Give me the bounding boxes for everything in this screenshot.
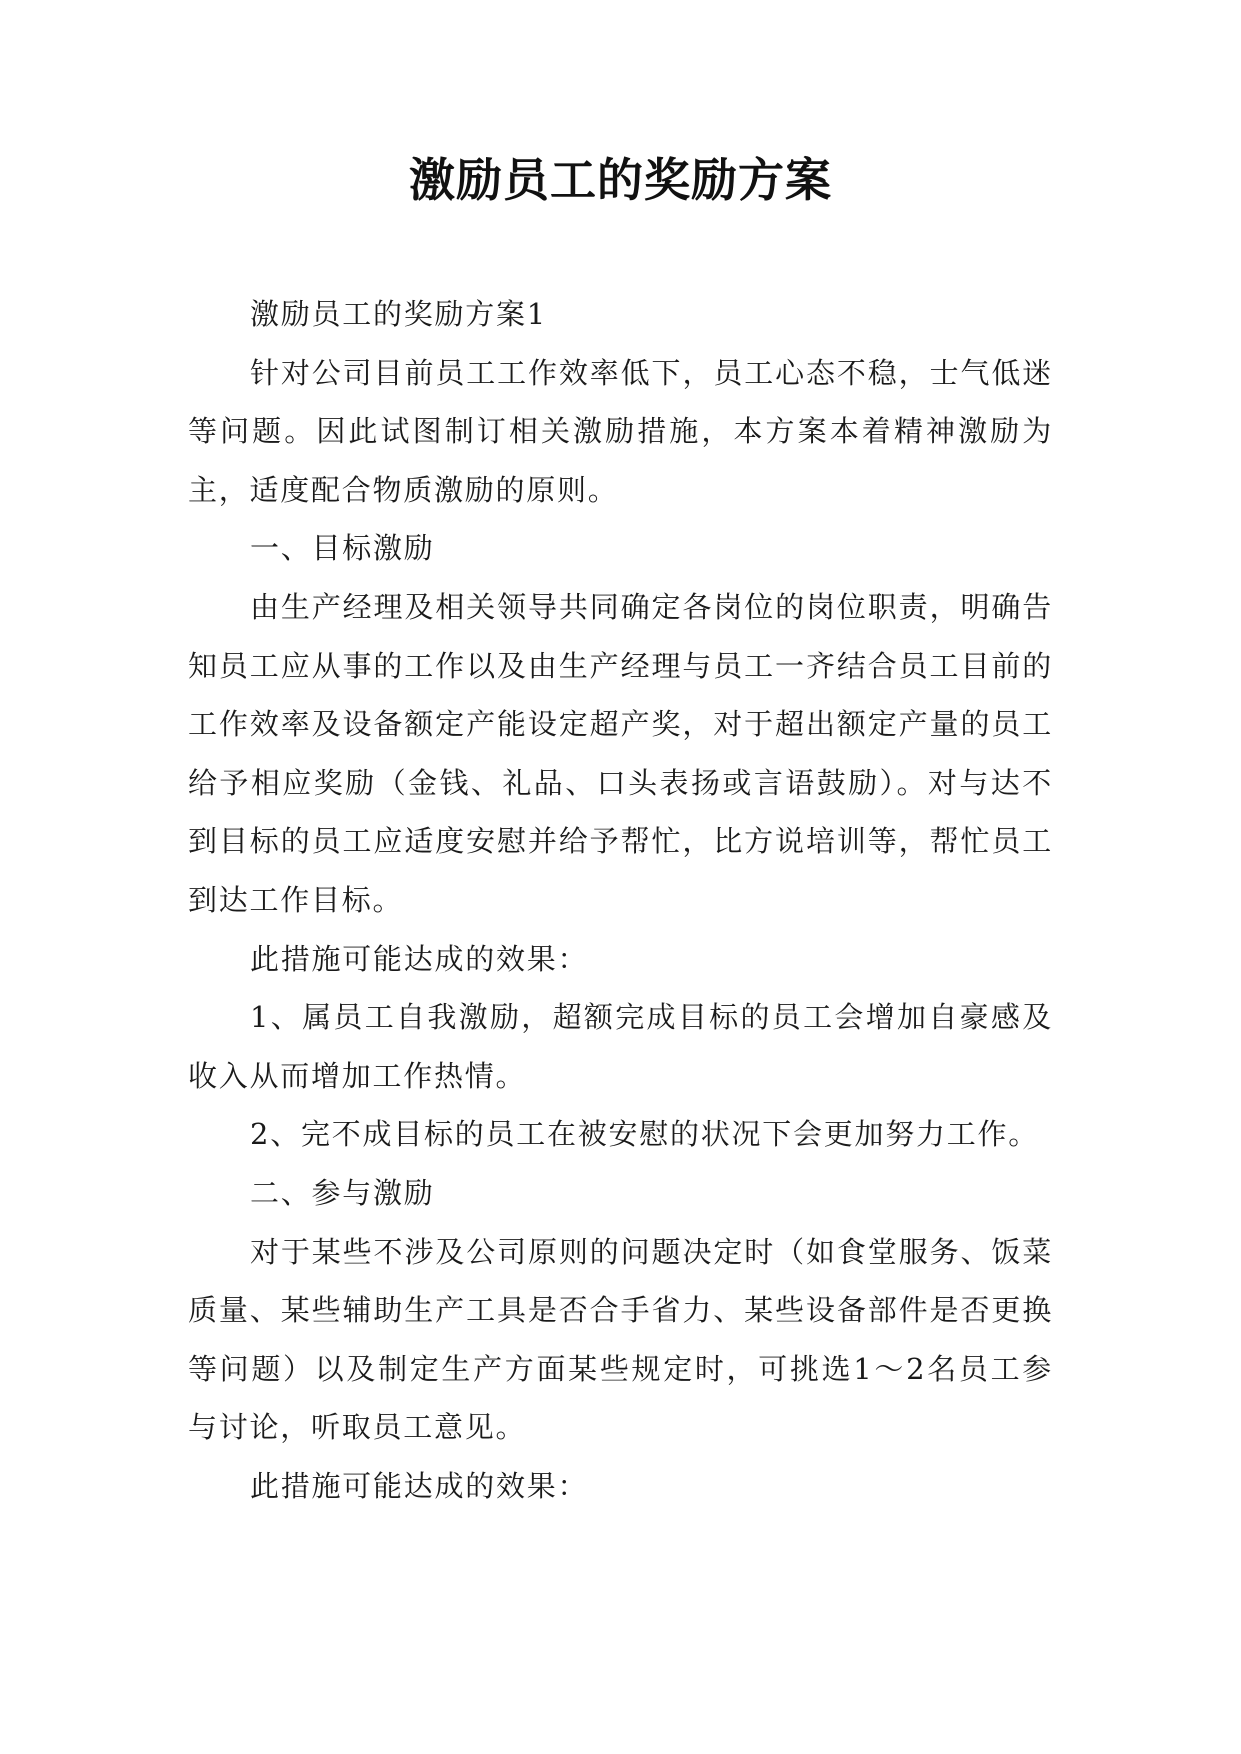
paragraph-effect-1: 1、属员工自我激励，超额完成目标的员工会增加自豪感及收入从而增加工作热情。: [188, 1000, 1053, 1093]
paragraph-effects-label-2: 此措施可能达成的效果：: [250, 1468, 589, 1503]
paragraph-effects-label: 此措施可能达成的效果：: [250, 941, 589, 976]
paragraph-heading-participation-incentive: 二、参与激励: [250, 1175, 435, 1210]
paragraph-effect-2: 2、完不成目标的员工在被安慰的状况下会更加努力工作。: [250, 1117, 1039, 1152]
paragraph-goal-incentive-detail: 由生产经理及相关领导共同确定各岗位的岗位职责，明确告知员工应从事的工作以及由生产经理与员工一齐结合员工目前的工作效率及设备额定产能设定超产奖，对于超出额定产量的员工给予相应奖励（金钱、礼品、口头表扬或言语鼓励）。对与达不到目标的员工应适度安慰并给予帮忙，比方说培训等，帮忙员工到达工作目标。: [188, 589, 1053, 917]
document-title: 激励员工的奖励方案: [409, 153, 832, 207]
paragraph-participation-detail: 对于某些不涉及公司原则的问题决定时（如食堂服务、饭菜质量、某些辅助生产工具是否合手省力、某些设备部件是否更换等问题）以及制定生产方面某些规定时，可挑选1～2名员工参与讨论，听取员工意见。: [188, 1234, 1053, 1445]
paragraph-section-heading: 激励员工的奖励方案1: [250, 297, 547, 331]
paragraph-heading-goal-incentive: 一、目标激励: [250, 531, 435, 566]
paragraph-intro: 针对公司目前员工工作效率低下，员工心态不稳，士气低迷等问题。因此试图制订相关激励措施，本方案本着精神激励为主，适度配合物质激励的原则。: [188, 355, 1053, 507]
document-body: [188, 285, 1053, 1515]
